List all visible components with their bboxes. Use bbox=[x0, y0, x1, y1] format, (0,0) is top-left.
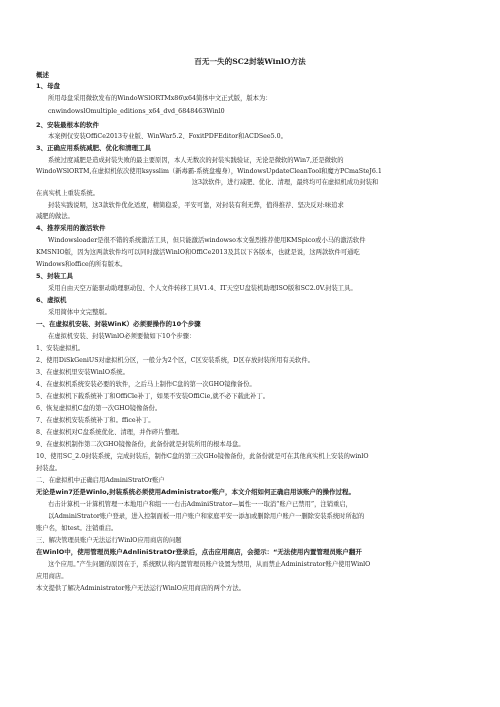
paragraph-line: 在虚拟机安装、封装WinlO必须要做如下10个步骤： bbox=[48, 333, 196, 340]
section-heading: 2、安装最根本的软件 bbox=[36, 121, 100, 129]
document-title: 百无一失的SC2封装WinlO方法 bbox=[194, 57, 306, 66]
list-item: 10、使用SC_2.0封装系统，完成封装后，制作C盘的第三次GHo镜像备份，此备份就是可在其他真实机上安装的winlO bbox=[36, 453, 369, 460]
paragraph-line: 以AdminiStrator账户登录，进入控制面板一用户账户和家庭平安一添加或删除用户账户一删除安装系统时所起的 bbox=[48, 513, 365, 520]
paragraph-line: 采用简体中文完整版。 bbox=[48, 309, 111, 316]
section-heading: 概述 bbox=[36, 71, 49, 79]
section-heading: 一、在虚拟机安装、封装WinK）必须要操作的10个步骤 bbox=[36, 320, 201, 328]
list-item: 7、在虚拟机安装系统补丁和。ffice补丁。 bbox=[36, 417, 155, 424]
paragraph-line: 所用母盘采用微软发布的WindoWSlORTMx86\x64简体中文正式版，版本为： bbox=[48, 95, 272, 102]
list-item: 9、在虚拟机制作第二次GHO镜像备份，此备份就是封装所用的根本母盘。 bbox=[36, 441, 245, 448]
paragraph-line: 二、在虚拟机中正确启用AdminiStratOr账户 bbox=[36, 477, 165, 484]
list-item: 4、在虚拟机系统安装必要的软件，之后马上制作C盘的第一次GHO镜像备份。 bbox=[36, 381, 256, 388]
paragraph-line: WindoWSlORTM,在虚拟机依次使用ksysslim（新毒霸-系统盘瘦身），WindowsUpdateCleanTool和魔方PCmaSteJ6.1 bbox=[36, 168, 382, 175]
paragraph-line: 采用自由天空万能驱动助理驱动包、个人文件转移工具V1.4、IT天空U盘装机助理ISO版和SC2.0V.封装工具。 bbox=[48, 285, 357, 292]
paragraph-line: KMSNIO版，因为这两款软件均可以同时激活WinlO和OffiCe2013及其以下各版本，也就是说，这两款软件可通吃 bbox=[36, 249, 360, 256]
paragraph-line: 右击计算机一计算机管理一本地用户和组一一右击AdminiStrator—属性一一取消“账户已禁用”，注销重启， bbox=[48, 501, 352, 508]
list-item: 3、在虚拟机里安装WinlO系统。 bbox=[36, 369, 129, 376]
paragraph-line: 账户名，如test。注销重启。 bbox=[36, 525, 118, 532]
paragraph-line: 本案例仅安装OffiCe2013专业版、WinWar5.2、FoxitPDFEditor和ACDSee5.0。 bbox=[48, 133, 287, 140]
list-item: 2、使用DiSkGeniUS对虚拟机分区，一般分为2个区，C区安装系统，D区存放封装所用有关软件。 bbox=[36, 357, 314, 364]
paragraph-line: 应用商店。 bbox=[36, 573, 68, 580]
paragraph-line: 在真实机上重装系统。 bbox=[36, 190, 99, 197]
section-heading: 在WinlO中，使用管理员账户AdnliniStratOr登录后，点击应用商店，会提示：“无法使用内置管理员账户翻开 bbox=[36, 548, 362, 556]
section-heading: 无论是win7还是Winlo,封装系统必须使用Administrator账户，本文介绍如何正确启用该账户的操作过程。 bbox=[36, 488, 355, 496]
paragraph-line: 三、解决管理员账户无法运行WinlO应用商店的问题 bbox=[36, 537, 182, 544]
paragraph-line: cnwindowslOmultiple_editions_x64_dvd_6848463Winl0 bbox=[48, 108, 225, 115]
list-item: 6、恢复虚拟机C盘的第一次GHO镜像备份。 bbox=[36, 405, 162, 412]
section-heading: 4、推荐采用的激活软件 bbox=[36, 224, 106, 232]
paragraph-line: 本文提供了解决Administrator账户无法运行WinlO应用商店的两个方法。 bbox=[36, 585, 245, 592]
list-item: 封装盘。 bbox=[36, 465, 62, 472]
section-heading: 1、母盘 bbox=[36, 82, 61, 90]
paragraph-line: Windowsloader是很不错的系统激活工具，但只能激活windowso本文强烈推荐使用KMSpico或小马的激活软件 bbox=[48, 237, 366, 244]
section-heading: 6、虚拟机 bbox=[36, 296, 67, 304]
section-heading: 3、正确应用系统减肥、优化和清理工具 bbox=[36, 144, 152, 152]
paragraph-line: Windows和office的所有版本。 bbox=[36, 261, 127, 268]
paragraph-line: 减肥的做法。 bbox=[36, 213, 74, 220]
paragraph-line: 这3款软件，进行减肥、优化、清理，最终均可在虚拟机成功封装和 bbox=[191, 179, 379, 186]
section-heading: 5、封装工具 bbox=[36, 272, 74, 280]
list-item: 5、在虚拟机下载系统补丁和OffiCle补丁，如果不安装OffiCie,就不必下载此补丁。 bbox=[36, 393, 270, 400]
paragraph-line: 这个应用。”产生问题的原因在于，系统默认将内置管理员账户设置为禁用，从而禁止Administrator账户使用WinlO bbox=[48, 561, 371, 568]
list-item: 8、在虚拟机对C盘系统优化、清理，并作碎片整理。 bbox=[36, 429, 184, 436]
paragraph-line: 封装实践说明，这3款软件优化适度，精简稳妥，平安可靠，对封装有利无弊，值得推荐、坚决反对:味追求 bbox=[48, 202, 344, 209]
list-item: 1、安装虚拟机。 bbox=[36, 345, 85, 352]
paragraph-line: 系统过度减肥是造成封装失败的最主要原因，本人无数次的封装实践验证，无论是微软的Win7,还是微软的 bbox=[48, 157, 344, 164]
